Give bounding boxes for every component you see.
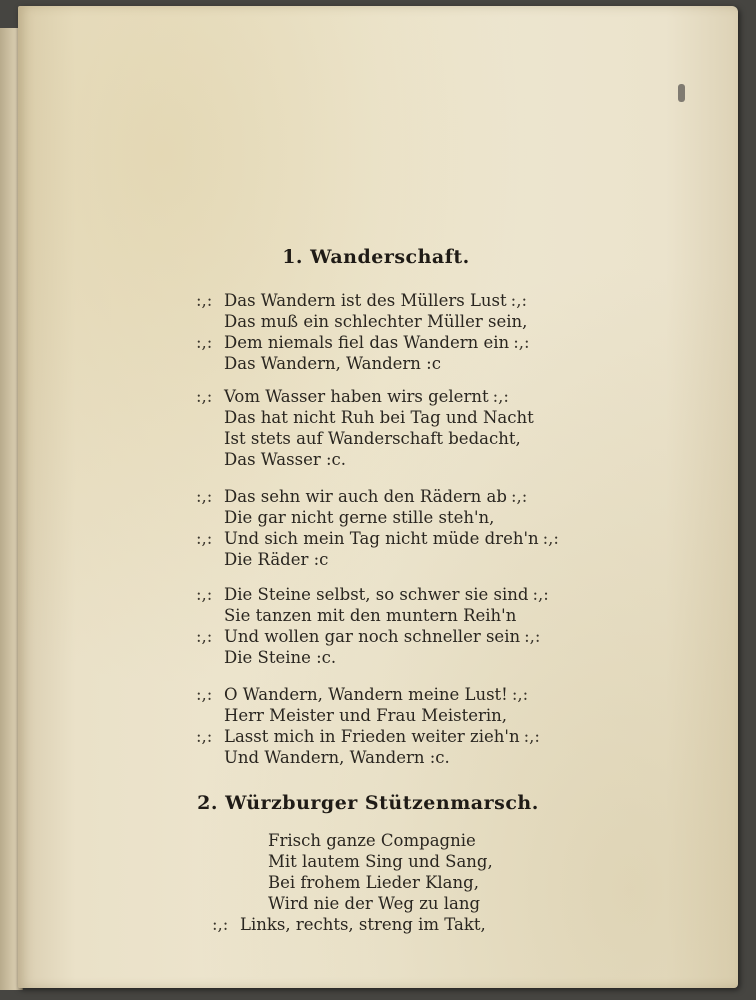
- verse-line: Die gar nicht gerne stille steh'n,: [224, 508, 495, 527]
- verse-line: :,: Lasst mich in Frieden weiter zieh'n :,:: [196, 727, 540, 746]
- verse-line: Bei frohem Lieder Klang,: [268, 873, 479, 892]
- stanza-3: [196, 486, 616, 570]
- verse-line: :,: Und wollen gar noch schneller sein :,:: [196, 627, 541, 646]
- verse-line: Ist stets auf Wanderschaft bedacht,: [224, 429, 521, 448]
- verse-line: Das hat nicht Ruh bei Tag und Nacht: [224, 408, 534, 427]
- stanza-march: [212, 830, 660, 935]
- verse-line: Frisch ganze Compagnie: [268, 831, 476, 850]
- verse-line: Das Wandern, Wandern :c: [224, 354, 441, 373]
- stanza-5: [196, 684, 616, 768]
- stanza-4: [196, 584, 616, 668]
- verse-line: Und Wandern, Wandern :c.: [224, 748, 450, 767]
- song-title-2: 2. Würzburger Stützenmarsch.: [197, 792, 539, 814]
- verse-line: :,: Die Steine selbst, so schwer sie sind :,:: [196, 585, 549, 604]
- verse-line: :,: O Wandern, Wandern meine Lust! :,:: [196, 685, 529, 704]
- verse-line: :,: Links, rechts, streng im Takt,: [212, 915, 486, 934]
- verse-line: :,: Vom Wasser haben wirs gelernt :,:: [196, 387, 509, 406]
- verse-line: Das muß ein schlechter Müller sein,: [224, 312, 528, 331]
- verse-line: Mit lautem Sing und Sang,: [268, 852, 493, 871]
- book-page: [18, 6, 738, 988]
- page-content: [18, 6, 738, 988]
- verse-line: Wird nie der Weg zu lang: [268, 894, 481, 913]
- stanza-1: [196, 290, 616, 374]
- verse-line: Herr Meister und Frau Meisterin,: [224, 706, 508, 725]
- verse-line: :,: Und sich mein Tag nicht müde dreh'n :,:: [196, 529, 559, 548]
- stanza-2: [196, 386, 616, 470]
- song-title-1: 1. Wanderschaft.: [282, 246, 470, 268]
- verse-line: Sie tanzen mit den muntern Reih'n: [224, 606, 517, 625]
- verse-line: :,: Das sehn wir auch den Rädern ab :,:: [196, 487, 528, 506]
- verse-line: :,: Dem niemals fiel das Wandern ein :,:: [196, 333, 530, 352]
- verse-line: Das Wasser :c.: [224, 450, 347, 469]
- verse-line: Die Räder :c: [224, 550, 329, 569]
- verse-line: Die Steine :c.: [224, 648, 337, 667]
- verse-line: :,: Das Wandern ist des Müllers Lust :,:: [196, 291, 528, 310]
